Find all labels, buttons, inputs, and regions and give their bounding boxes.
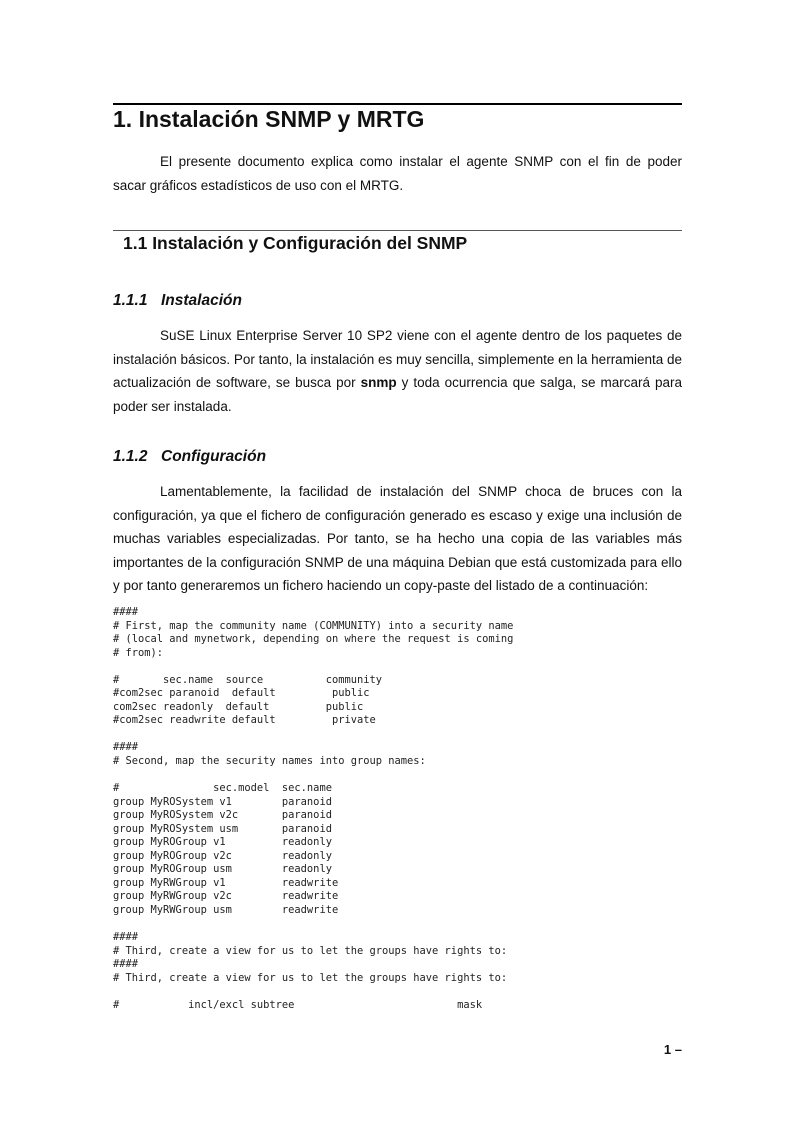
section-title: Instalación SNMP y MRTG [138, 106, 425, 132]
install-text-after: y toda ocurrencia que salga, se marcará para poder ser instalada. [113, 375, 682, 414]
install-number: 1.1.1 [113, 292, 148, 309]
intro-paragraph [113, 150, 682, 197]
section-heading [113, 106, 424, 133]
config-paragraph [113, 480, 682, 598]
section-top-rule [113, 103, 682, 105]
config-title: Configuración [161, 448, 267, 465]
page-number: 1 – [663, 1042, 682, 1057]
install-keyword: snmp [360, 375, 397, 390]
install-heading [113, 292, 242, 310]
section-number: 1. [113, 106, 133, 132]
subsection-top-rule [113, 230, 682, 231]
subsection-heading: 1.1 Instalación y Configuración del SNMP [123, 233, 468, 253]
config-number: 1.1.2 [113, 448, 148, 465]
install-title: Instalación [161, 292, 242, 309]
install-paragraph [113, 324, 682, 418]
config-text: Lamentablemente, la facilidad de instalación del SNMP choca de bruces con la configuración, ya que el fichero de configuración generado es escaso y exige una inclusión de muchas variables especializadas. Por tanto, se ha hecho una copia de las variables más importantes de la configuración SNMP de una máquina Debian que está customizada para ello y por tanto generaremos un fichero haciendo un copy-paste del listado de a continuación: [113, 484, 682, 593]
intro-text: El presente documento explica como instalar el agente SNMP con el fin de poder sacar gráficos estadísticos de uso con el MRTG. [113, 154, 682, 193]
install-text-before: SuSE Linux Enterprise Server 10 SP2 viene con el agente dentro de los paquetes de instalación básicos. Por tanto, la instalación es muy sencilla, simplemente en la herramienta de actualización de software, se busca por [113, 328, 682, 390]
config-heading [113, 448, 266, 466]
code-listing: #### # First, map the community name (COMMUNITY) into a security name # (local and mynetwork, depending on where the request is coming # from): # sec.name source community #com2sec paranoid default public com2sec readonly default public #com2sec readwrite default private #### # Second, map the security names into group names: # sec.model sec.name group MyROSystem v1 paranoid group MyROSystem v2c paranoid group MyROSystem usm paranoid group MyROGroup v1 readonly group MyROGroup v2c readonly group MyROGroup usm readonly group MyRWGroup v1 readwrite group MyRWGroup v2c readwrite group MyRWGroup usm readwrite #### # Third, create a view for us to let the groups have rights to: #### # Third, create a view for us to let the groups have rights to: # incl/excl subtree mask [113, 606, 514, 1011]
